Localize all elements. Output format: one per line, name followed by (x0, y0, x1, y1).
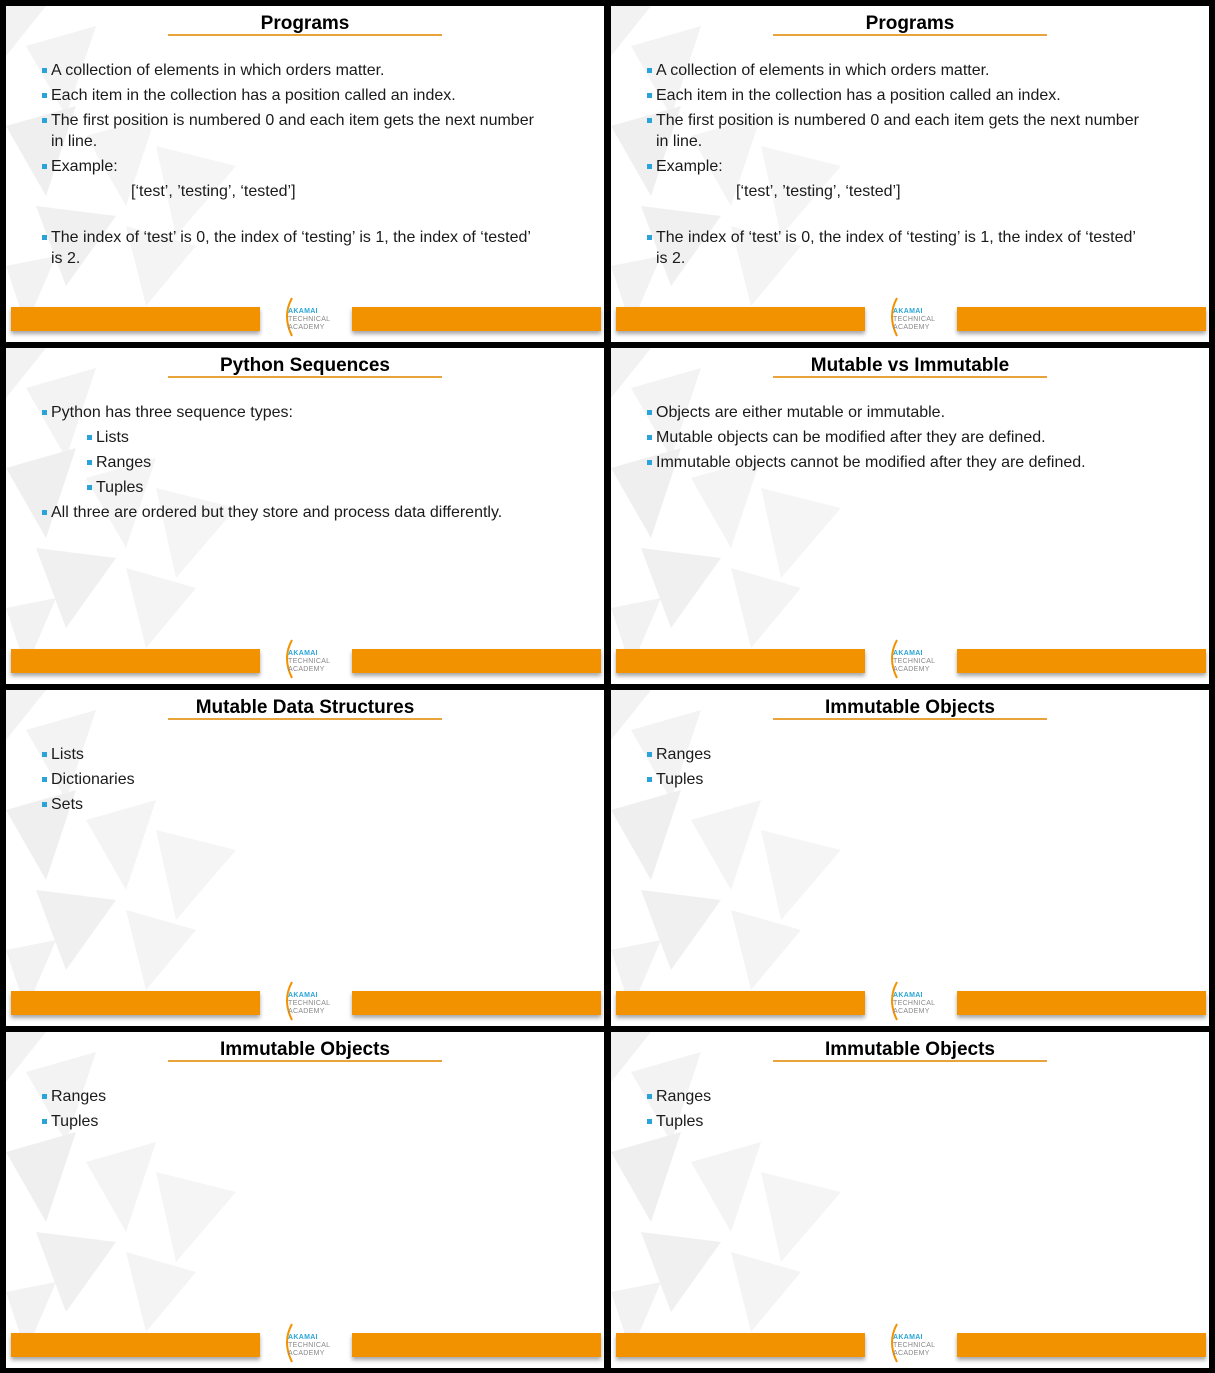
logo-line1: AKAMAI (288, 308, 318, 315)
bullet-item: Dictionaries (42, 769, 534, 790)
bullet-item: Tuples (647, 1111, 1139, 1132)
akamai-logo (885, 638, 947, 680)
bullet-item: Each item in the collection has a position called an index. (647, 85, 1139, 106)
background-pattern (6, 1032, 604, 1368)
bullet-item: Objects are either mutable or immutable. (647, 402, 1139, 423)
slide-8 (611, 1032, 1209, 1368)
akamai-logo (280, 980, 342, 1022)
title-underline (773, 718, 1047, 720)
logo-line2: TECHNICAL (893, 1000, 936, 1007)
logo-line1: AKAMAI (288, 650, 318, 657)
logo-line1: AKAMAI (893, 308, 923, 315)
title-underline (773, 1060, 1047, 1062)
bullet-list (647, 744, 1139, 794)
logo-line2: TECHNICAL (893, 1342, 936, 1349)
slide-title: Mutable vs Immutable (810, 355, 1010, 376)
bullet-item: Ranges (42, 1086, 534, 1107)
bullet-item: Tuples (42, 1111, 534, 1132)
logo-line2: TECHNICAL (288, 658, 331, 665)
slide-title: Immutable Objects (825, 1039, 995, 1060)
logo-line1: AKAMAI (288, 1334, 318, 1341)
footer-bar-left (616, 1333, 865, 1357)
slide-2 (611, 6, 1209, 342)
slide-7 (6, 1032, 604, 1368)
bullet-item: Mutable objects can be modified after they are defined. (647, 427, 1139, 448)
slide-title: Programs (260, 13, 350, 34)
akamai-logo (885, 980, 947, 1022)
footer-bar-left (616, 649, 865, 673)
akamai-logo (885, 296, 947, 338)
bullet-item: Ranges (647, 744, 1139, 765)
title-underline (168, 34, 442, 36)
footer-bar-left (616, 991, 865, 1015)
bullet-item: Python has three sequence types: (42, 402, 534, 423)
background-pattern (6, 690, 604, 1026)
title-underline (168, 718, 442, 720)
logo-line3: ACADEMY (288, 666, 325, 673)
bullet-list (647, 1086, 1139, 1136)
slide-title: Mutable Data Structures (195, 697, 415, 718)
bullet-item: The index of ‘test’ is 0, the index of ‘testing’ is 1, the index of ‘tested’ is 2. (42, 227, 534, 269)
title-underline (168, 376, 442, 378)
logo-line1: AKAMAI (893, 650, 923, 657)
logo-line2: TECHNICAL (288, 1000, 331, 1007)
footer-bar-right (352, 991, 601, 1015)
sub-bullet-item: Lists (87, 427, 534, 448)
footer-bar-right (957, 991, 1206, 1015)
bullet-item: Ranges (647, 1086, 1139, 1107)
bullet-item: The index of ‘test’ is 0, the index of ‘testing’ is 1, the index of ‘tested’ is 2. (647, 227, 1139, 269)
logo-line2: TECHNICAL (893, 658, 936, 665)
footer-bar-right (352, 1333, 601, 1357)
footer-bar-right (957, 1333, 1206, 1357)
slide-title: Programs (865, 13, 955, 34)
background-pattern (611, 690, 1209, 1026)
slide-title: Python Sequences (220, 355, 390, 376)
footer-bar-left (11, 991, 260, 1015)
slide-title: Immutable Objects (825, 697, 995, 718)
footer-bar-left (11, 307, 260, 331)
logo-line2: TECHNICAL (893, 316, 936, 323)
example-list: [‘test’, ’testing’, ‘tested’] (131, 183, 296, 200)
bullet-item: Immutable objects cannot be modified after they are defined. (647, 452, 1139, 473)
bullet-item: Example: (42, 156, 534, 177)
akamai-logo (280, 1322, 342, 1364)
sub-bullet-item: Tuples (87, 477, 534, 498)
bullet-list (42, 60, 534, 273)
sub-bullet-item: Ranges (87, 452, 534, 473)
title-underline (773, 34, 1047, 36)
footer-bar-right (352, 649, 601, 673)
bullet-list (42, 1086, 534, 1136)
logo-line3: ACADEMY (288, 1350, 325, 1357)
bullet-item: All three are ordered but they store and process data differently. (42, 502, 534, 523)
slide-3 (6, 348, 604, 684)
bullet-list (647, 60, 1139, 273)
logo-line3: ACADEMY (893, 1008, 930, 1015)
bullet-item: Example: (647, 156, 1139, 177)
slide-1 (6, 6, 604, 342)
bullet-item: Lists (42, 744, 534, 765)
bullet-item: Tuples (647, 769, 1139, 790)
background-pattern (611, 1032, 1209, 1368)
logo-line3: ACADEMY (288, 1008, 325, 1015)
footer-bar-left (616, 307, 865, 331)
footer-bar-right (352, 307, 601, 331)
bullet-list (42, 402, 534, 527)
title-underline (168, 1060, 442, 1062)
bullet-item: A collection of elements in which orders matter. (647, 60, 1139, 81)
title-underline (773, 376, 1047, 378)
slide-5 (6, 690, 604, 1026)
bullet-item: Sets (42, 794, 534, 815)
logo-line2: TECHNICAL (288, 316, 331, 323)
akamai-logo (280, 638, 342, 680)
bullet-item: A collection of elements in which orders matter. (42, 60, 534, 81)
logo-line1: AKAMAI (893, 1334, 923, 1341)
bullet-list (647, 402, 1139, 477)
logo-line2: TECHNICAL (288, 1342, 331, 1349)
akamai-logo (280, 296, 342, 338)
bullet-item: The first position is numbered 0 and each item gets the next number in line. (647, 110, 1139, 152)
logo-line1: AKAMAI (893, 992, 923, 999)
footer-bar-right (957, 649, 1206, 673)
bullet-item: The first position is numbered 0 and each item gets the next number in line. (42, 110, 534, 152)
logo-line3: ACADEMY (893, 1350, 930, 1357)
slide-4 (611, 348, 1209, 684)
logo-line3: ACADEMY (893, 324, 930, 331)
akamai-logo (885, 1322, 947, 1364)
logo-line3: ACADEMY (288, 324, 325, 331)
background-pattern (611, 348, 1209, 684)
footer-bar-left (11, 1333, 260, 1357)
bullet-list (42, 744, 534, 819)
example-list: [‘test’, ’testing’, ‘tested’] (736, 183, 901, 200)
footer-bar-left (11, 649, 260, 673)
slide-6 (611, 690, 1209, 1026)
footer-bar-right (957, 307, 1206, 331)
logo-line1: AKAMAI (288, 992, 318, 999)
logo-line3: ACADEMY (893, 666, 930, 673)
slide-title: Immutable Objects (220, 1039, 390, 1060)
bullet-item: Each item in the collection has a position called an index. (42, 85, 534, 106)
